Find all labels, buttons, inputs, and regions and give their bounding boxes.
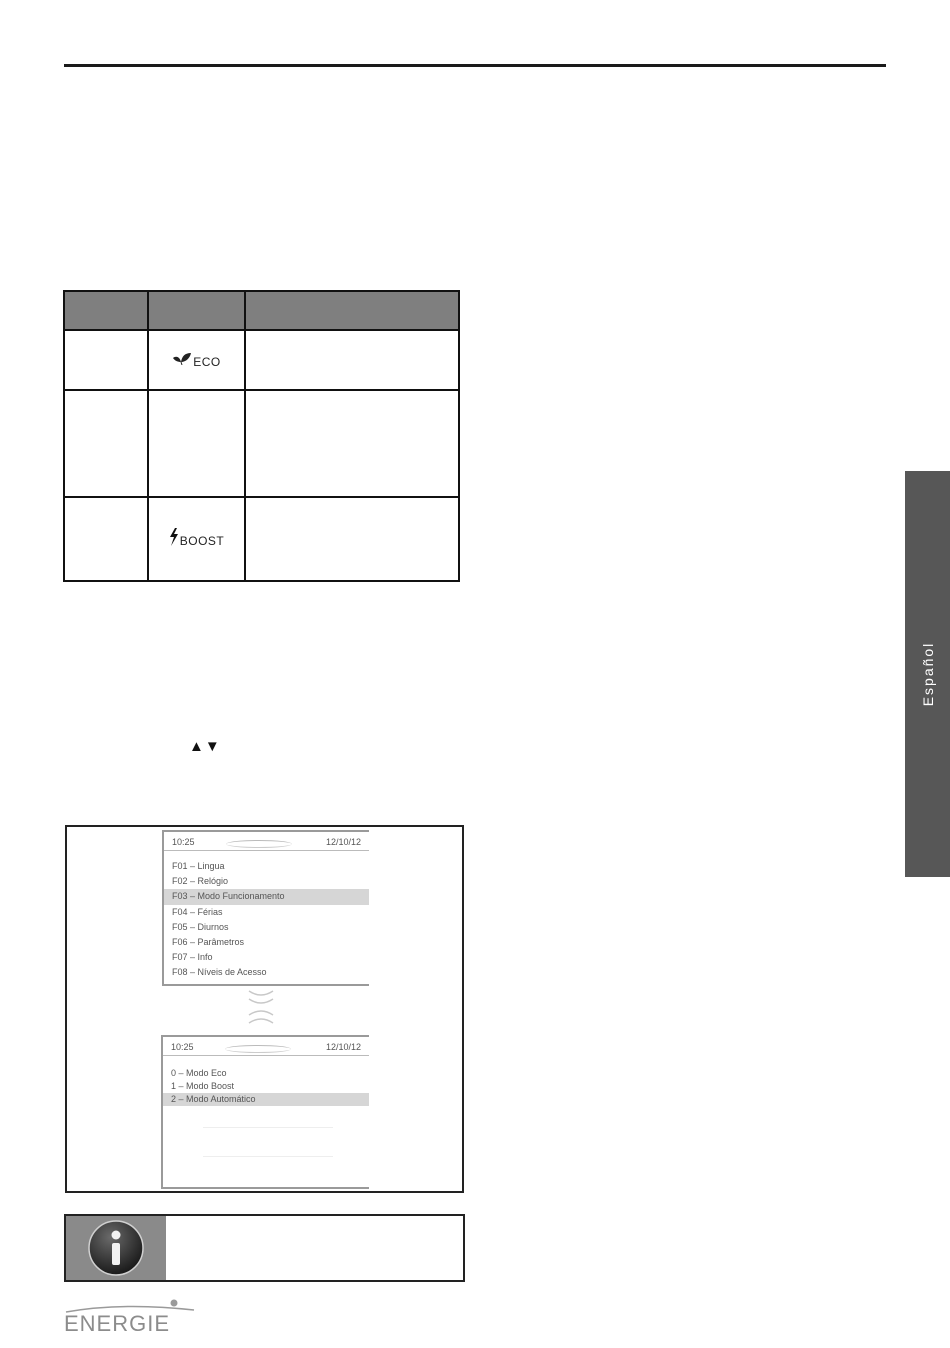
function-menu-screen bbox=[162, 830, 369, 986]
menu-item-selected[interactable]: 2 – Modo Automático bbox=[163, 1093, 369, 1106]
table-cell bbox=[64, 330, 148, 390]
table-row bbox=[64, 497, 459, 581]
menu-item-selected[interactable]: F03 – Modo Funcionamento bbox=[164, 889, 369, 904]
eco-leaf-icon bbox=[172, 352, 192, 365]
table-cell bbox=[64, 390, 148, 497]
eco-icon-label: ECO bbox=[193, 354, 221, 369]
energie-logo bbox=[62, 1298, 202, 1339]
screen-time: 10:25 bbox=[171, 1042, 194, 1052]
table-cell bbox=[148, 497, 245, 581]
operating-mode-screen bbox=[161, 1035, 369, 1189]
display-screens-figure bbox=[65, 825, 464, 1193]
language-side-tab bbox=[905, 471, 950, 877]
table-header-cell bbox=[64, 291, 148, 330]
menu-item[interactable]: F08 – Níveis de Acesso bbox=[172, 967, 267, 978]
boost-icon-label: BOOST bbox=[179, 533, 225, 548]
table-cell bbox=[148, 390, 245, 497]
boost-mode-icon bbox=[169, 528, 225, 546]
table-cell bbox=[245, 497, 459, 581]
scroll-transition-icon bbox=[241, 985, 281, 1029]
menu-item[interactable]: F05 – Diurnos bbox=[172, 921, 229, 932]
menu-item[interactable]: 1 – Modo Boost bbox=[171, 1081, 235, 1091]
info-icon-cell bbox=[66, 1216, 166, 1280]
table-row bbox=[64, 330, 459, 390]
table-cell bbox=[245, 330, 459, 390]
mode-table bbox=[63, 290, 460, 582]
lightning-icon bbox=[169, 528, 179, 546]
screen-time: 10:25 bbox=[172, 837, 195, 847]
up-down-arrows-icon: ▲▼ bbox=[189, 738, 221, 755]
screen-logo-icon bbox=[225, 1045, 291, 1053]
screen-header bbox=[163, 1037, 369, 1056]
menu-item[interactable]: F04 – Férias bbox=[172, 906, 223, 917]
table-cell bbox=[148, 330, 245, 390]
side-tab-label: Español bbox=[919, 641, 936, 707]
menu-item[interactable]: F06 – Parâmetros bbox=[172, 936, 245, 947]
table-cell bbox=[64, 497, 148, 581]
menu-item[interactable]: F01 – Lingua bbox=[172, 861, 225, 871]
logo-text: ENERGIE bbox=[64, 1311, 171, 1334]
eco-mode-icon bbox=[172, 351, 221, 369]
function-menu-list bbox=[164, 859, 369, 981]
screen-logo-icon bbox=[226, 840, 292, 848]
screen-header bbox=[164, 832, 369, 851]
screen-empty-area bbox=[203, 1127, 333, 1157]
screen-date: 12/10/12 bbox=[325, 1042, 361, 1052]
top-rule bbox=[64, 64, 886, 67]
menu-item[interactable]: 0 – Modo Eco bbox=[171, 1068, 227, 1078]
table-header-row bbox=[64, 291, 459, 330]
screen-date: 12/10/12 bbox=[325, 837, 361, 847]
mode-menu-list bbox=[163, 1067, 369, 1106]
table-header-cell bbox=[245, 291, 459, 330]
table-cell bbox=[245, 390, 459, 497]
info-icon bbox=[87, 1219, 145, 1277]
table-row bbox=[64, 390, 459, 497]
menu-item[interactable]: F07 – Info bbox=[172, 952, 213, 963]
table-header-cell bbox=[148, 291, 245, 330]
info-note bbox=[64, 1214, 465, 1282]
menu-item[interactable]: F02 – Relógio bbox=[172, 876, 229, 887]
